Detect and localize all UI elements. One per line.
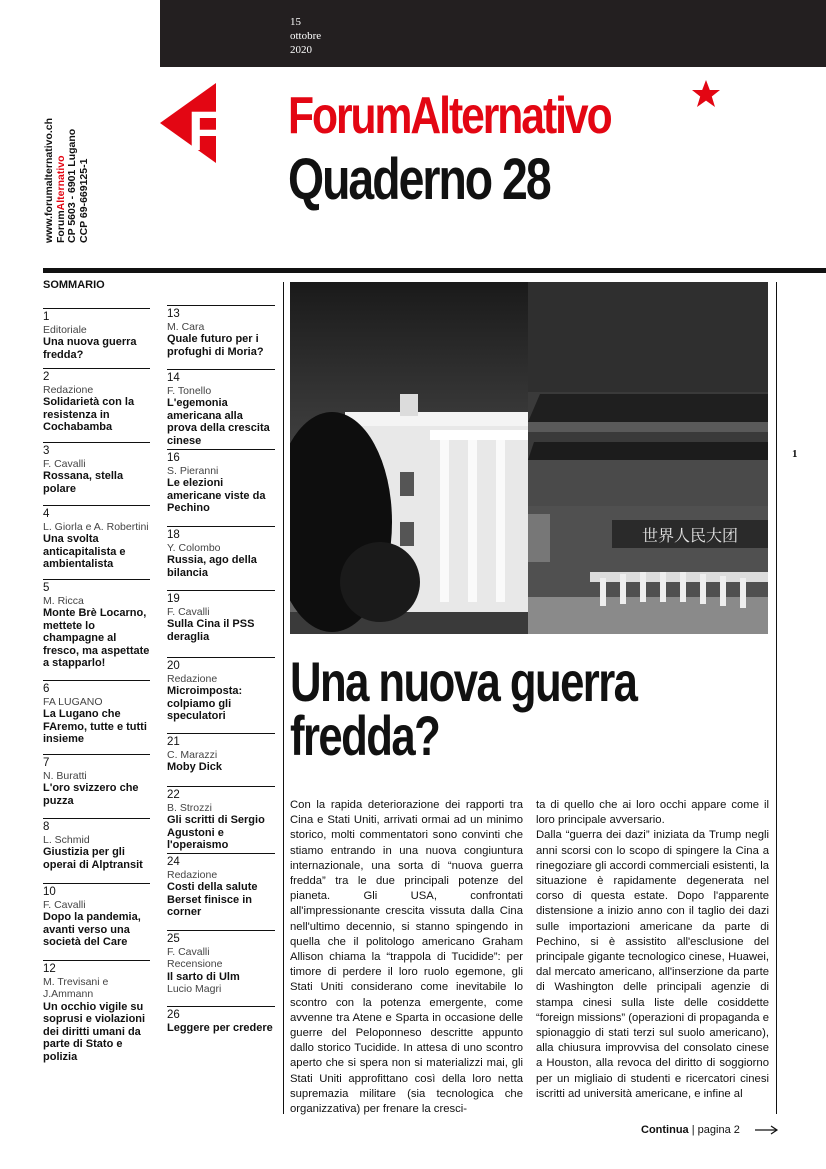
toc-page-number: 19 bbox=[167, 593, 180, 605]
toc-page-number: 8 bbox=[43, 821, 50, 833]
toc-author: Redazione bbox=[43, 383, 94, 396]
forumalternativo-logo-icon bbox=[160, 80, 280, 170]
toc-author: C. Marazzi bbox=[167, 748, 218, 761]
arrow-right-icon bbox=[755, 1125, 779, 1135]
toc-title: Giustizia per gli operai di Alptransit bbox=[43, 846, 143, 871]
toc-author: Recensione bbox=[167, 958, 223, 970]
toc-page-number: 4 bbox=[43, 508, 50, 520]
toc-item[interactable] bbox=[167, 733, 275, 774]
toc-page-number: 10 bbox=[43, 886, 56, 898]
toc-item[interactable] bbox=[43, 754, 150, 807]
toc-title: Una nuova guerra fredda? bbox=[43, 336, 137, 361]
continue-link[interactable]: Continua | pagina 2 bbox=[641, 1124, 779, 1136]
toc-page-number: 3 bbox=[43, 445, 50, 457]
toc-author: B. Strozzi bbox=[167, 801, 212, 814]
toc-subtitle: Lucio Magri bbox=[167, 983, 222, 995]
toc-title: Costi della salute Berset finisce in corner bbox=[167, 881, 258, 918]
toc-author: L. Giorla e A. Robertini bbox=[43, 520, 149, 533]
toc-item[interactable] bbox=[167, 305, 275, 358]
toc-item[interactable] bbox=[43, 818, 150, 871]
toc-author: F. Cavalli bbox=[167, 605, 210, 618]
toc-author: F. Tonello bbox=[167, 384, 212, 397]
cover-photo bbox=[290, 282, 768, 634]
toc-page-number: 20 bbox=[167, 660, 180, 672]
toc-page-number: 16 bbox=[167, 452, 180, 464]
toc-page-number: 1 bbox=[43, 311, 50, 323]
toc-title: Rossana, stella polare bbox=[43, 470, 124, 495]
contact-vertical-block: www.forumalternativo.ch ForumAlternativo CP 5603 - 6901 Lugano CCP 69-669125-1 bbox=[43, 117, 90, 243]
toc-author: M. Cara bbox=[167, 320, 205, 333]
article-column-1: Con la rapida deteriorazione dei rapporti tra Cina e Stati Uniti, arrivati ormai ad un minimo storico, molti commentatori sono convinti che stiamo entrando in una nuova congiuntura internazionale, una sorta di “nuova guerra fredda” tra le due principali potenze del pianeta. Gli USA, confrontati all'impressionante crescita vissuta dalla Cina nell'ultimo decennio, si stanno spingendo in quella che il politologo americano Graham Allison chiama la “trappola di Tucidide”: per timore di perdere il loro ruolo egemone, gli Stati Uniti considerano come inevitabile lo scontro con la potenza emergente, come avvenne tra Atene e Sparta in occasione delle guerre del Peloponneso descritte appunto dallo storico Tucidide. In attesa di uno scontro aperto che si spera non si materializzi mai, gli Stati Uniti approfittano così della loro netta supremazia militare (sia tecnologica che organizzativa) per frenare la cresci- bbox=[290, 799, 523, 1116]
toc-author: M. Trevisani e J.Ammann bbox=[43, 975, 109, 1000]
toc-title: La Lugano che FAremo, tutte e tutti insieme bbox=[43, 708, 147, 745]
toc-title: Il sarto di Ulm bbox=[167, 970, 240, 983]
issue-date: 15 ottobre 2020 bbox=[290, 16, 322, 56]
svg-text:世界人民大团: 世界人民大团 bbox=[641, 526, 739, 545]
toc-page-number: 2 bbox=[43, 371, 50, 383]
toc-title: Le elezioni americane viste da Pechino bbox=[167, 477, 266, 514]
toc-author: F. Cavalli bbox=[43, 898, 86, 911]
toc-page-number: 18 bbox=[167, 529, 180, 541]
toc-item[interactable] bbox=[167, 369, 275, 447]
toc-author: F. Cavalli bbox=[43, 457, 86, 470]
article-headline: Una nuova guerra fredda? bbox=[290, 650, 637, 767]
toc-item[interactable] bbox=[167, 590, 275, 643]
toc-title: Dopo la pandemia, avanti verso una società del Care bbox=[43, 911, 141, 948]
toc-item[interactable] bbox=[43, 442, 150, 495]
toc-title: Russia, ago della bilancia bbox=[167, 554, 257, 579]
toc-item[interactable] bbox=[167, 786, 275, 852]
header-bar bbox=[160, 0, 826, 67]
section-rule bbox=[43, 268, 826, 273]
red-star-icon bbox=[690, 78, 722, 110]
toc-item[interactable] bbox=[167, 853, 275, 919]
toc-author: N. Buratti bbox=[43, 769, 87, 782]
toc-author: Redazione bbox=[167, 868, 218, 881]
toc-author: S. Pieranni bbox=[167, 464, 219, 477]
toc-page-number: 6 bbox=[43, 683, 50, 695]
toc-page-number: 25 bbox=[167, 933, 180, 945]
issue-title: Quaderno 28 bbox=[288, 147, 550, 212]
page-number: 1 bbox=[792, 448, 798, 460]
toc-author: M. Ricca bbox=[43, 594, 84, 607]
toc-item[interactable] bbox=[167, 930, 275, 996]
toc-title: L'oro svizzero che puzza bbox=[43, 782, 139, 807]
toc-page-number: 7 bbox=[43, 757, 50, 769]
column-divider-right bbox=[776, 282, 777, 1114]
toc-page-number: 24 bbox=[167, 856, 180, 868]
toc-page-number: 21 bbox=[167, 736, 180, 748]
toc-title: Un occhio vigile su soprusi e violazioni dei diritti umani da parte di Stato e polizia bbox=[43, 1000, 146, 1063]
toc-title: Solidarietà con la resistenza in Cochabamba bbox=[43, 396, 135, 433]
toc-title: Sulla Cina il PSS deraglia bbox=[167, 618, 255, 643]
article-column-2: ta di quello che ai loro occhi appare come il loro principale avversario. Dalla “guerra dei dazi” iniziata da Trump negli anni scorsi con lo scopo di spingere la Cina a rinegoziare gli accordi commerciali esistenti, la situazione è rapidamente degenerata nel corso di questa estate. Dopo l'apparente distensione a inizio anno con il taglio dei dazi sulle importazioni americane da parte di Pechino, si è assistito all'esclusione del principale gigante tecnologico cinese, Huawei, dal mercato americano, all'inserzione da parte di Washington delle principali agenzie di stampa cinesi sulla liste delle cosiddette “foreign missions” (operazioni di propaganda e spionaggio di stati terzi sul suolo americano), alla chiusura improvvisa del consolato cinese a Houston, alla revoca del diritto di soggiorno per un migliaio di studenti e ricercatori cinesi iscritti ad università americane, e infine al bbox=[536, 799, 769, 1100]
toc-page-number: 22 bbox=[167, 789, 180, 801]
toc-title: Una svolta anticapitalista e ambientalista bbox=[43, 533, 126, 570]
column-divider-left bbox=[283, 282, 284, 1114]
toc-author: F. Cavalli bbox=[167, 945, 210, 958]
toc-item[interactable] bbox=[43, 505, 150, 571]
toc-author: Y. Colombo bbox=[167, 541, 221, 554]
toc-item[interactable] bbox=[167, 657, 275, 723]
sommario-heading: SOMMARIO bbox=[43, 279, 105, 291]
toc-title: Monte Brè Locarno, mettete lo champagne al fresco, ma aspettate a stapparlo! bbox=[43, 607, 150, 669]
toc-title: Leggere per credere bbox=[167, 1021, 273, 1034]
toc-item[interactable] bbox=[167, 526, 275, 579]
toc-item[interactable] bbox=[43, 960, 150, 1063]
toc-title: Moby Dick bbox=[167, 761, 223, 773]
toc-item[interactable] bbox=[43, 680, 150, 746]
toc-page-number: 13 bbox=[167, 308, 180, 320]
toc-page-number: 5 bbox=[43, 582, 50, 594]
toc-author: Redazione bbox=[167, 672, 218, 685]
toc-author: Editoriale bbox=[43, 323, 87, 336]
toc-page-number: 12 bbox=[43, 963, 56, 975]
brand-wordmark: ForumAlternativo bbox=[288, 87, 611, 145]
toc-item[interactable] bbox=[167, 449, 275, 515]
svg-text:FA: FA bbox=[188, 99, 252, 162]
toc-author: L. Schmid bbox=[43, 833, 90, 846]
toc-item[interactable] bbox=[167, 1006, 275, 1034]
toc-title: L'egemonia americana alla prova della crescita cinese bbox=[167, 397, 270, 447]
toc-item[interactable] bbox=[43, 308, 150, 361]
toc-item[interactable] bbox=[43, 579, 150, 670]
toc-item[interactable] bbox=[43, 883, 150, 949]
toc-author: FA LUGANO bbox=[43, 695, 103, 708]
toc-page-number: 26 bbox=[167, 1009, 180, 1021]
toc-title: Quale futuro per i profughi di Moria? bbox=[167, 333, 264, 358]
toc-page-number: 14 bbox=[167, 372, 180, 384]
toc-title: Gli scritti di Sergio Agustoni e l'operaismo bbox=[167, 814, 265, 851]
toc-item[interactable] bbox=[43, 368, 150, 434]
toc-title: Microimposta: colpiamo gli speculatori bbox=[167, 685, 243, 722]
